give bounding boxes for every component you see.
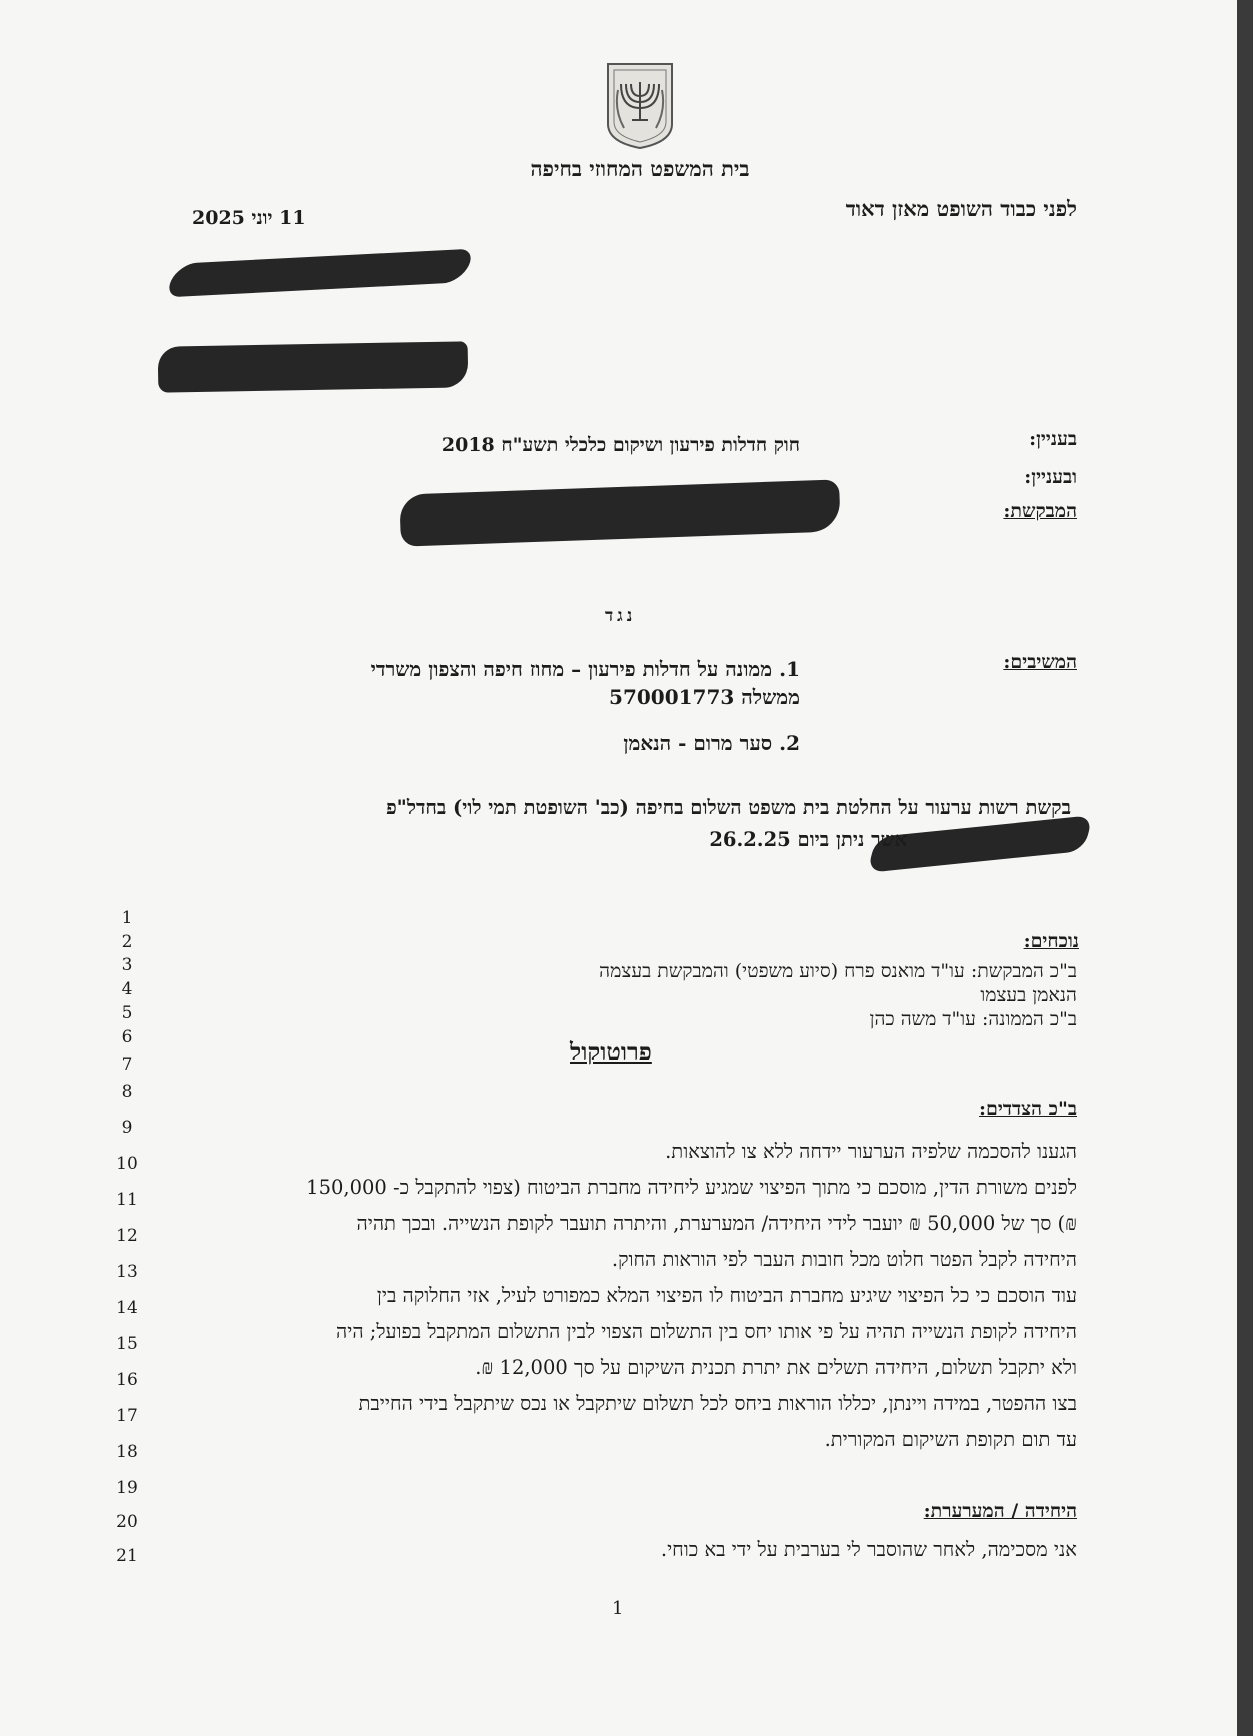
- redaction-mark: [163, 248, 477, 297]
- line-number: 12: [116, 1226, 138, 1246]
- hearing-date: 11 יוני 2025: [192, 207, 306, 229]
- present-title: נוכחים:: [1023, 930, 1079, 952]
- line-number: 6: [121, 1027, 133, 1047]
- parties-line: בצו ההפטר, במידה ויינתן, יכללו הוראות ביחס לכל תשלום שיתקבל או נכס שיתקבל בידי החייבת: [358, 1392, 1077, 1415]
- parties-line: ₪) סך של 50,000 ₪ יועבר לידי היחידה/ המערערת, והיתרה תועבר לקופת הנשייה. ובכך תהיה: [356, 1212, 1077, 1235]
- respondent-1-line1: 1. ממונה על חדלות פירעון – מחוז חיפה והצפון משרדי: [370, 657, 800, 681]
- redaction-mark: [399, 479, 841, 546]
- parties-line: היחידה לקופת הנשייה תהיה על פי אותו יחס בין התשלום הצפוי לבין התשלום המתקבל בפועל; היה: [336, 1320, 1077, 1343]
- matter-value: חוק חדלות פירעון ושיקום כלכלי תשע"ח 2018: [441, 434, 800, 456]
- parties-line: לפנים משורת הדין, מוסכם כי מתוך הפיצוי שמגיע ליחידה מחברת הביטוח (צפוי להתקבל כ- 150,000: [306, 1176, 1077, 1199]
- line-number: 7: [121, 1055, 133, 1075]
- label-and-matter: ובעניין:: [1024, 466, 1077, 488]
- request-line1: בקשת רשות ערעור על החלטת בית משפט השלום בחיפה (כב' השופטת תמי לוי) בחדל"פ: [386, 796, 1071, 819]
- parties-line: ולא יתקבל תשלום, היחידה תשלים את יתרת תכנית השיקום על סך 12,000 ₪.: [475, 1356, 1077, 1379]
- line-number: 21: [116, 1546, 138, 1566]
- parties-title: ב"כ הצדדים:: [979, 1098, 1077, 1120]
- line-number: 2: [121, 932, 133, 952]
- line-number: 13: [116, 1262, 138, 1282]
- line-number: 5: [121, 1003, 133, 1023]
- label-applicant: המבקשת:: [1003, 500, 1077, 522]
- parties-line: הגענו להסכמה שלפיה הערעור יידחה ללא צו להוצאות.: [665, 1140, 1077, 1163]
- parties-line: היחידה לקבל הפטר חלוט מכל חובות העבר לפי הוראות החוק.: [611, 1248, 1077, 1271]
- page-number: 1: [612, 1598, 624, 1619]
- appellant-statement: אני מסכימה, לאחר שהוסבר לי בערבית על ידי בא כוחי.: [660, 1538, 1077, 1561]
- line-number: 11: [116, 1190, 138, 1210]
- present-line3: ב"כ הממונה: עו"ד משה כהן: [869, 1008, 1077, 1030]
- judge-line: לפני כבוד השופט מאזן דאוד: [845, 196, 1077, 221]
- parties-line: עד תום תקופת השיקום המקורית.: [824, 1428, 1077, 1451]
- line-number: 8: [121, 1082, 133, 1102]
- redaction-mark: [158, 341, 469, 392]
- line-number: 10: [116, 1154, 138, 1174]
- parties-text: [117, 1134, 1077, 1458]
- line-number: 19: [116, 1478, 138, 1498]
- respondent-2: 2. סער מרום - הנאמן: [623, 731, 800, 755]
- line-number: 14: [116, 1298, 138, 1318]
- label-respondents: המשיבים:: [1003, 651, 1077, 673]
- versus-label: נגד: [605, 606, 637, 626]
- line-number: 16: [116, 1370, 138, 1390]
- line-number: 9: [121, 1118, 133, 1138]
- line-number: 18: [116, 1442, 138, 1462]
- line-number: 1: [121, 908, 133, 928]
- line-number: 17: [116, 1406, 138, 1426]
- request-line2: אשר ניתן ביום 26.2.25: [709, 828, 907, 851]
- respondent-1-line2: ממשלה 570001773: [609, 685, 800, 709]
- label-matter: בעניין:: [1029, 428, 1077, 450]
- state-emblem-icon: [604, 60, 676, 150]
- court-name: בית המשפט המחוזי בחיפה: [530, 156, 750, 181]
- parties-line: עוד הוסכם כי כל הפיצוי שיגיע מחברת הביטוח לו הפיצוי המלא כמפורט לעיל, אזי החלוקה בין: [376, 1284, 1077, 1307]
- present-line1: ב"כ המבקשת: עו"ד מואנס פרח (סיוע משפטי) והמבקשת בעצמה: [599, 960, 1077, 982]
- present-line2: הנאמן בעצמו: [980, 984, 1077, 1006]
- protocol-title: פרוטוקול: [570, 1037, 652, 1066]
- line-number: 15: [116, 1334, 138, 1354]
- appellant-title: היחידה / המערערת:: [923, 1500, 1077, 1522]
- line-number: 20: [116, 1512, 138, 1532]
- line-number: 4: [121, 979, 133, 999]
- line-number: 3: [121, 955, 133, 975]
